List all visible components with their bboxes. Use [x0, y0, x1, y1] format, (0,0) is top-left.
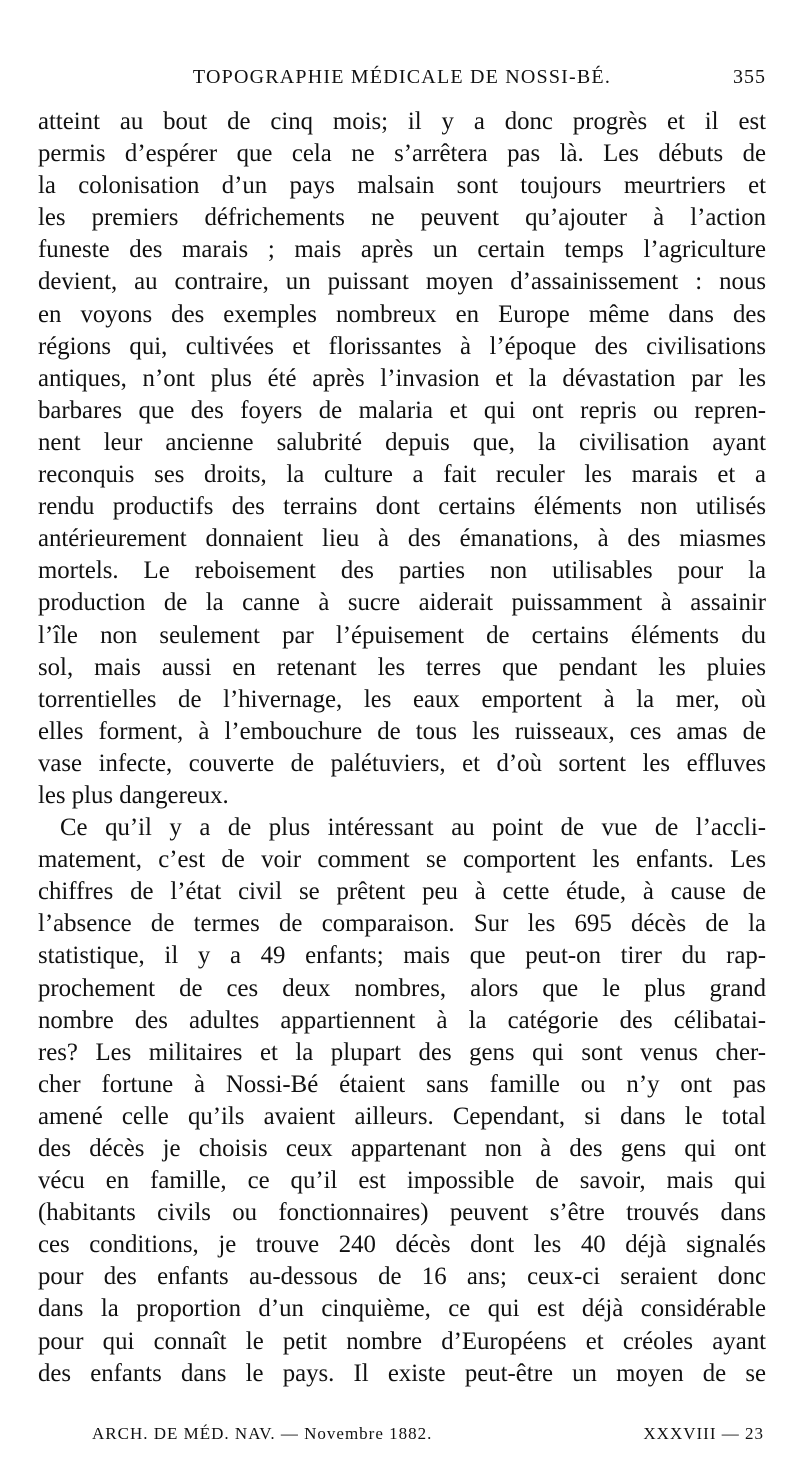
- text-line: devient, au contraire, un puissant moyen d’assainissement : nous: [38, 268, 766, 296]
- text-line: nent leur ancienne salubrité depuis que, la civilisation ayant: [38, 428, 766, 456]
- running-header: [38, 66, 766, 96]
- text-line: nombre des adultes appartiennent à la catégorie des célibatai-: [38, 1006, 766, 1034]
- text-line: production de la canne à sucre aiderait puissamment à assainir: [38, 589, 766, 617]
- text-line: atteint au bout de cinq mois; il y a donc progrès et il est: [38, 108, 766, 135]
- running-title: TOPOGRAPHIE MÉDICALE DE NOSSI-BÉ.: [192, 66, 612, 88]
- text-line: antérieurement donnaient lieu à des émanations, à des miasmes: [38, 525, 766, 553]
- body-text: [38, 106, 766, 1390]
- paragraph-1: [38, 106, 766, 812]
- text-line: des décès je choisis ceux appartenant non à des gens qui ont: [38, 1135, 766, 1162]
- text-line: (habitants civils ou fonctionnaires) peuvent s’être trouvés dans: [38, 1199, 766, 1227]
- text-line: dans la proportion d’un cinquième, ce qui est déjà considérable: [38, 1295, 766, 1323]
- text-line: funeste des marais ; mais après un certain temps l’agriculture: [38, 236, 766, 264]
- text-line: pour des enfants au-dessous de 16 ans; ceux-ci seraient donc: [38, 1263, 766, 1291]
- text-line: res? Les militaires et la plupart des gens qui sont venus cher-: [38, 1038, 766, 1066]
- text-line: Ce qu’il y a de plus intéressant au point de vue de l’accli-: [60, 814, 766, 842]
- text-line: torrentielles de l’hivernage, les eaux emportent à la mer, où: [38, 685, 766, 713]
- text-line: l’absence de termes de comparaison. Sur les 695 décès de la: [38, 910, 766, 938]
- text-line: vécu en famille, ce qu’il est impossible de savoir, mais qui: [38, 1167, 766, 1195]
- text-line: vase infecte, couverte de palétuviers, et d’où sortent les effluves: [38, 749, 766, 777]
- text-line: cher fortune à Nossi-Bé étaient sans famille ou n’y ont pas: [38, 1070, 766, 1098]
- text-line: les premiers défrichements ne peuvent qu’ajouter à l’action: [38, 204, 766, 232]
- paragraph-2: [38, 812, 766, 1390]
- page-number: 355: [733, 66, 766, 88]
- text-line: amené celle qu’ils avaient ailleurs. Cependant, si dans le total: [38, 1102, 766, 1130]
- text-line: l’île non seulement par l’épuisement de certains éléments du: [38, 621, 766, 649]
- text-line: pour qui connaît le petit nombre d’Européens et créoles ayant: [38, 1327, 766, 1355]
- footer-signature: XXXVIII — 23: [643, 1424, 764, 1443]
- text-line: ces conditions, je trouve 240 décès dont les 40 déjà signalés: [38, 1231, 766, 1259]
- text-line: sol, mais aussi en retenant les terres que pendant les pluies: [38, 653, 766, 681]
- text-line: statistique, il y a 49 enfants; mais que peut-on tirer du rap-: [38, 942, 766, 970]
- text-line: permis d’espérer que cela ne s’arrêtera pas là. Les débuts de: [38, 140, 766, 168]
- text-line: la colonisation d’un pays malsain sont toujours meurtriers et: [38, 172, 766, 200]
- text-line: régions qui, cultivées et florissantes à l’époque des civilisations: [38, 332, 766, 360]
- text-line: chiffres de l’état civil se prêtent peu à cette étude, à cause de: [38, 878, 766, 906]
- text-line: matement, c’est de voir comment se comportent les enfants. Les: [38, 846, 766, 874]
- text-line: des enfants dans le pays. Il existe peut-être un moyen de se: [38, 1359, 766, 1387]
- text-line: antiques, n’ont plus été après l’invasion et la dévastation par les: [38, 364, 766, 392]
- text-line: les plus dangereux.: [38, 781, 229, 809]
- text-line: rendu productifs des terrains dont certains éléments non utilisés: [38, 493, 766, 521]
- text-line: barbares que des foyers de malaria et qui ont repris ou repren-: [38, 396, 766, 424]
- page-footer: [92, 1424, 764, 1450]
- footer-source: ARCH. DE MÉD. NAV. — Novembre 1882.: [92, 1424, 433, 1443]
- text-line: prochement de ces deux nombres, alors que le plus grand: [38, 974, 766, 1002]
- text-line: elles forment, à l’embouchure de tous les ruisseaux, ces amas de: [38, 717, 766, 745]
- text-line: reconquis ses droits, la culture a fait reculer les marais et a: [38, 461, 766, 489]
- text-line: en voyons des exemples nombreux en Europe même dans des: [38, 300, 766, 328]
- text-line: mortels. Le reboisement des parties non utilisables pour la: [38, 557, 766, 585]
